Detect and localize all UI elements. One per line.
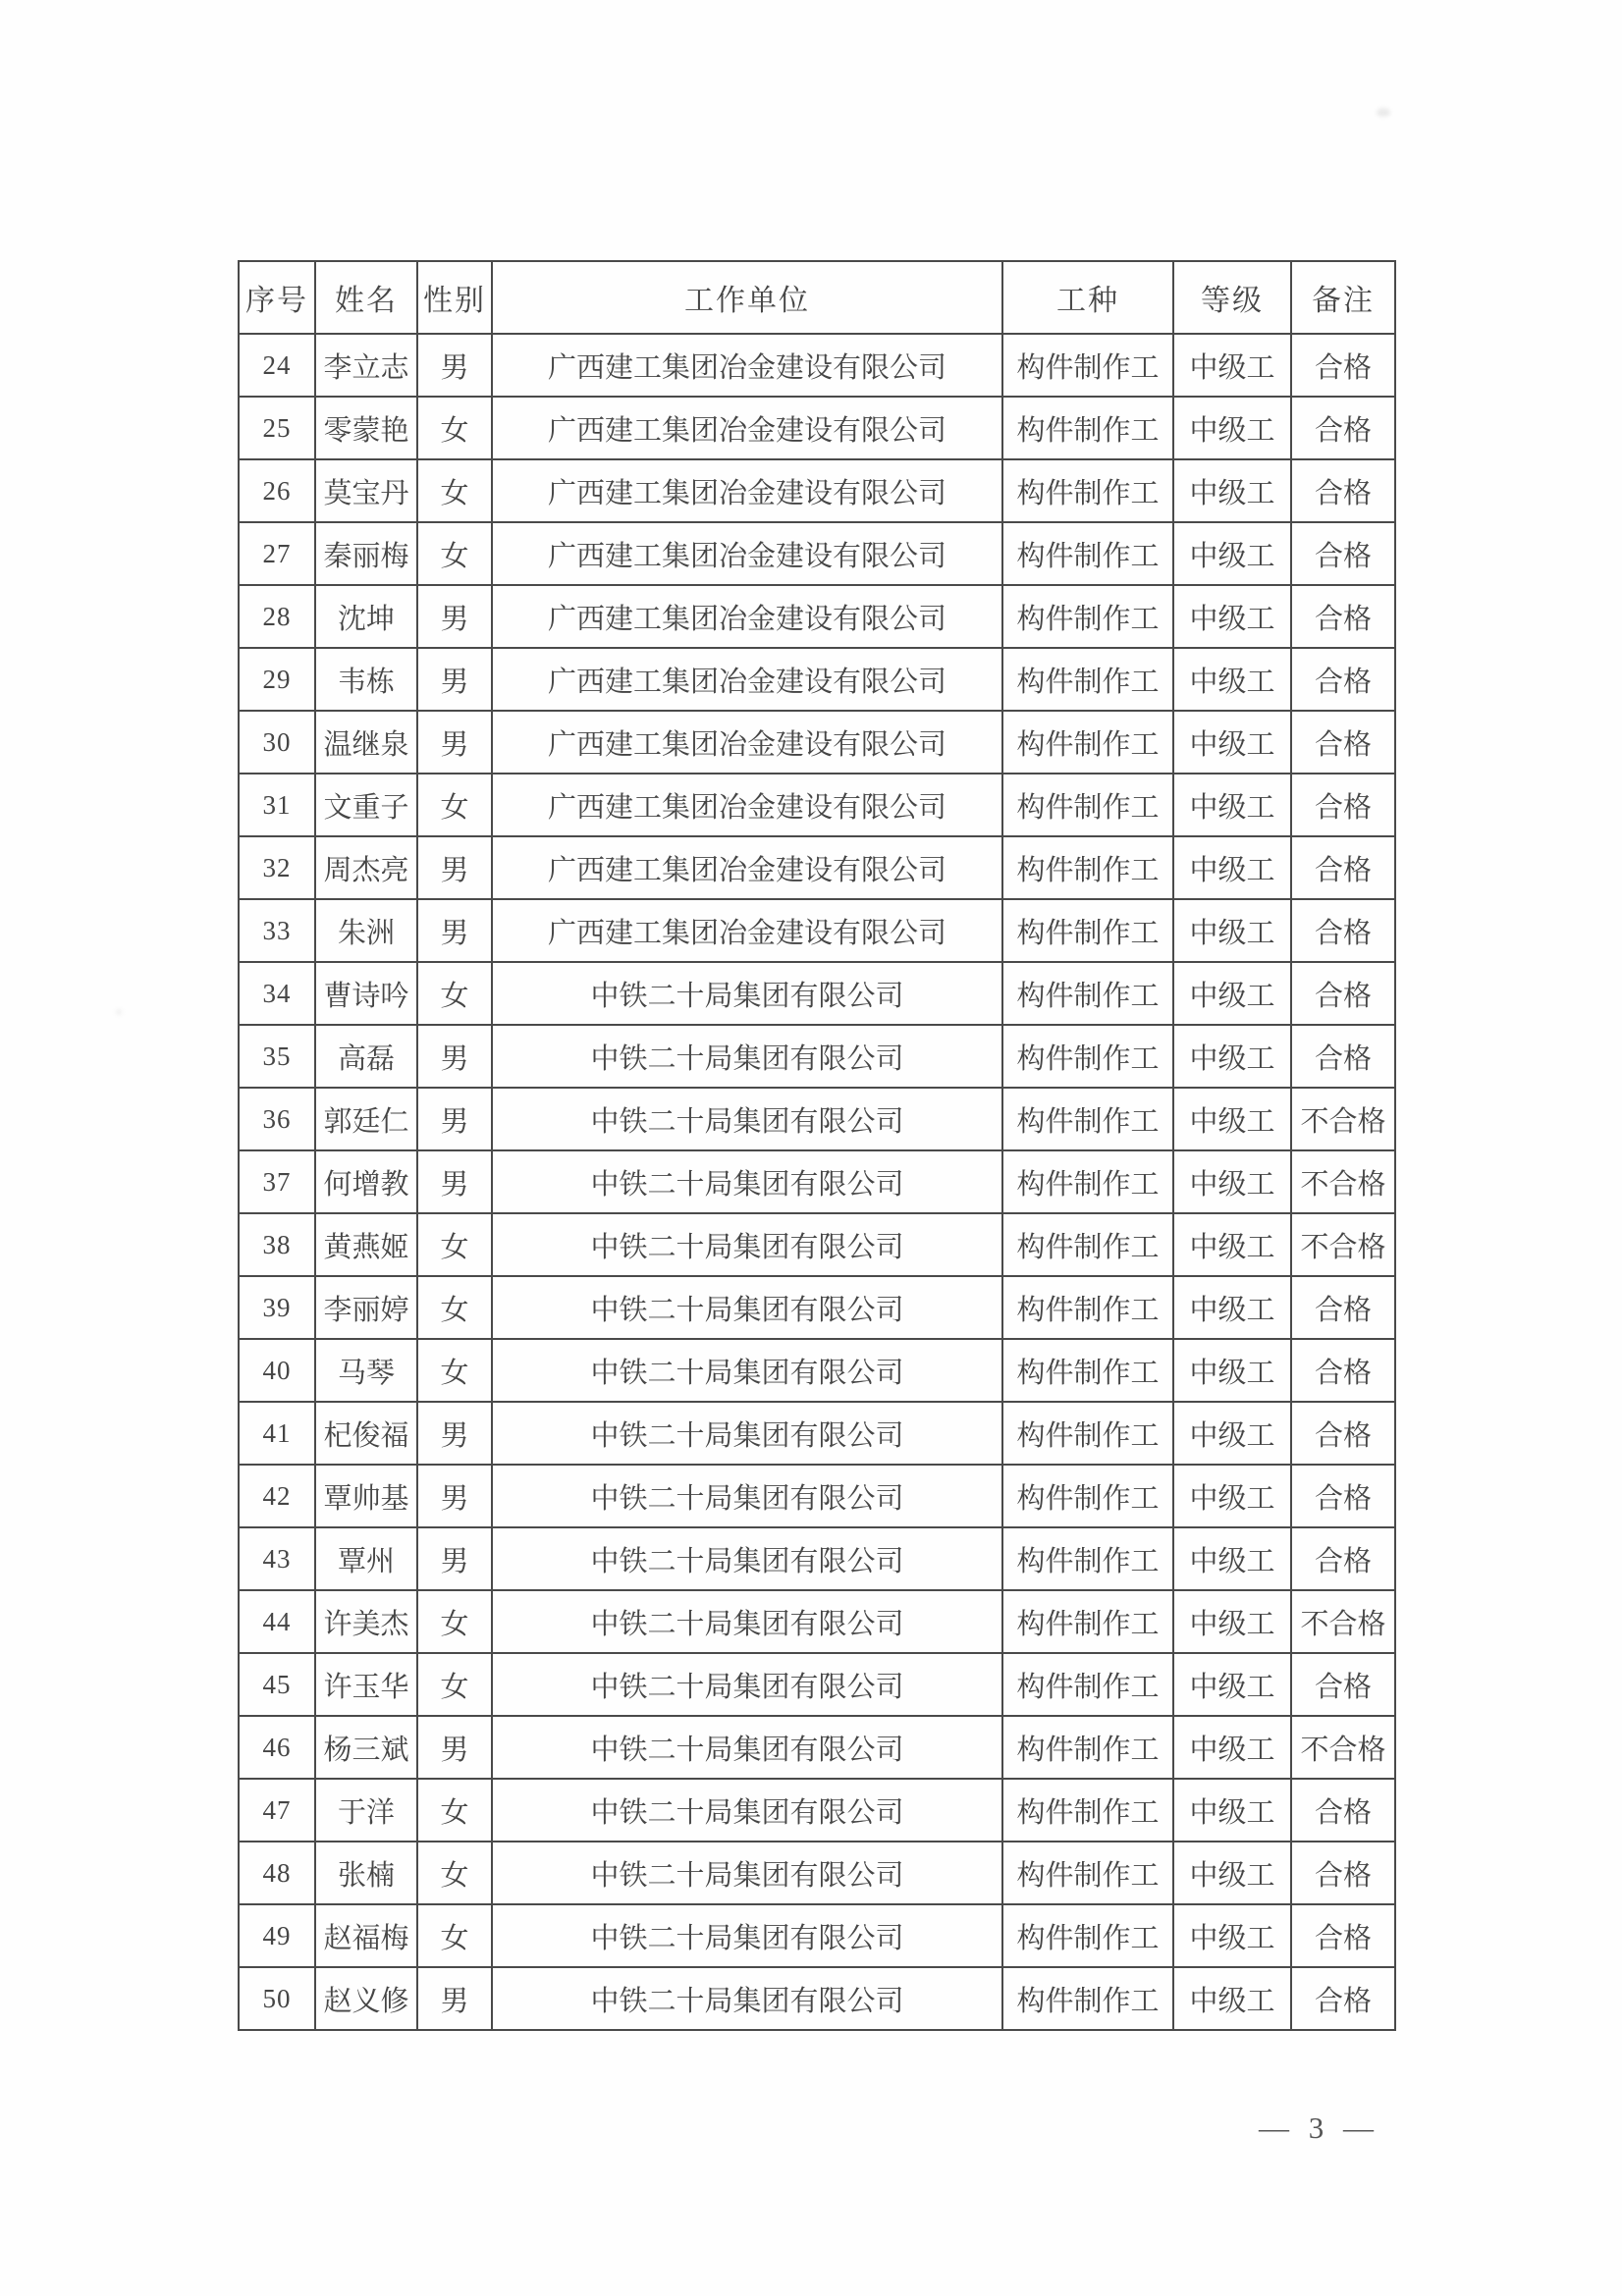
cell-job_type: 构件制作工 [1002, 459, 1173, 522]
cell-remark: 合格 [1291, 1402, 1395, 1465]
cell-gender: 女 [417, 1590, 492, 1653]
cell-index: 27 [239, 522, 315, 585]
cell-work_unit: 中铁二十局集团有限公司 [492, 1716, 1002, 1779]
cell-index: 33 [239, 899, 315, 962]
cell-work_unit: 广西建工集团冶金建设有限公司 [492, 397, 1002, 459]
cell-remark: 合格 [1291, 1527, 1395, 1590]
cell-index: 50 [239, 1967, 315, 2030]
cell-work_unit: 中铁二十局集团有限公司 [492, 1904, 1002, 1967]
scan-artifact [116, 1009, 122, 1015]
cell-work_unit: 中铁二十局集团有限公司 [492, 1590, 1002, 1653]
cell-grade: 中级工 [1173, 1213, 1291, 1276]
table-header-row [239, 261, 1395, 334]
cell-index: 43 [239, 1527, 315, 1590]
cell-job_type: 构件制作工 [1002, 1276, 1173, 1339]
cell-gender: 男 [417, 1088, 492, 1150]
cell-grade: 中级工 [1173, 334, 1291, 397]
cell-remark: 合格 [1291, 1465, 1395, 1527]
cell-gender: 女 [417, 1276, 492, 1339]
cell-job_type: 构件制作工 [1002, 1716, 1173, 1779]
cell-grade: 中级工 [1173, 1842, 1291, 1904]
cell-work_unit: 中铁二十局集团有限公司 [492, 1465, 1002, 1527]
cell-grade: 中级工 [1173, 962, 1291, 1025]
cell-name: 莫宝丹 [315, 459, 417, 522]
cell-job_type: 构件制作工 [1002, 334, 1173, 397]
cell-gender: 女 [417, 1904, 492, 1967]
cell-job_type: 构件制作工 [1002, 1402, 1173, 1465]
cell-index: 39 [239, 1276, 315, 1339]
cell-remark: 合格 [1291, 334, 1395, 397]
cell-grade: 中级工 [1173, 1653, 1291, 1716]
cell-job_type: 构件制作工 [1002, 711, 1173, 774]
cell-index: 41 [239, 1402, 315, 1465]
cell-grade: 中级工 [1173, 1716, 1291, 1779]
cell-gender: 女 [417, 774, 492, 836]
cell-remark: 合格 [1291, 1842, 1395, 1904]
cell-gender: 男 [417, 1150, 492, 1213]
cell-job_type: 构件制作工 [1002, 1590, 1173, 1653]
cell-index: 40 [239, 1339, 315, 1402]
header-name: 姓名 [315, 261, 417, 334]
cell-job_type: 构件制作工 [1002, 585, 1173, 648]
header-grade: 等级 [1173, 261, 1291, 334]
cell-grade: 中级工 [1173, 648, 1291, 711]
cell-index: 30 [239, 711, 315, 774]
cell-job_type: 构件制作工 [1002, 397, 1173, 459]
cell-remark: 不合格 [1291, 1150, 1395, 1213]
header-gender: 性别 [417, 261, 492, 334]
cell-grade: 中级工 [1173, 1967, 1291, 2030]
cell-grade: 中级工 [1173, 836, 1291, 899]
cell-name: 覃帅基 [315, 1465, 417, 1527]
cell-job_type: 构件制作工 [1002, 1465, 1173, 1527]
cell-job_type: 构件制作工 [1002, 962, 1173, 1025]
cell-job_type: 构件制作工 [1002, 1842, 1173, 1904]
cell-index: 31 [239, 774, 315, 836]
cell-name: 秦丽梅 [315, 522, 417, 585]
cell-gender: 男 [417, 585, 492, 648]
table-row [239, 1527, 1395, 1590]
cell-index: 44 [239, 1590, 315, 1653]
table-row [239, 522, 1395, 585]
cell-gender: 男 [417, 836, 492, 899]
cell-name: 李丽婷 [315, 1276, 417, 1339]
cell-remark: 合格 [1291, 962, 1395, 1025]
roster-table [238, 260, 1396, 2031]
cell-grade: 中级工 [1173, 1465, 1291, 1527]
cell-name: 周杰亮 [315, 836, 417, 899]
cell-job_type: 构件制作工 [1002, 648, 1173, 711]
cell-index: 49 [239, 1904, 315, 1967]
cell-remark: 合格 [1291, 397, 1395, 459]
cell-name: 黄燕姬 [315, 1213, 417, 1276]
cell-remark: 合格 [1291, 774, 1395, 836]
cell-work_unit: 中铁二十局集团有限公司 [492, 1842, 1002, 1904]
cell-work_unit: 广西建工集团冶金建设有限公司 [492, 522, 1002, 585]
table-row [239, 711, 1395, 774]
cell-work_unit: 广西建工集团冶金建设有限公司 [492, 648, 1002, 711]
table-row [239, 1213, 1395, 1276]
cell-name: 覃州 [315, 1527, 417, 1590]
table-row [239, 1025, 1395, 1088]
cell-job_type: 构件制作工 [1002, 1150, 1173, 1213]
cell-remark: 合格 [1291, 899, 1395, 962]
cell-name: 赵福梅 [315, 1904, 417, 1967]
table-row [239, 899, 1395, 962]
cell-gender: 女 [417, 1339, 492, 1402]
table-row [239, 585, 1395, 648]
cell-job_type: 构件制作工 [1002, 1339, 1173, 1402]
cell-name: 许美杰 [315, 1590, 417, 1653]
cell-grade: 中级工 [1173, 899, 1291, 962]
table-row [239, 1276, 1395, 1339]
cell-grade: 中级工 [1173, 1276, 1291, 1339]
cell-work_unit: 中铁二十局集团有限公司 [492, 1339, 1002, 1402]
cell-job_type: 构件制作工 [1002, 1025, 1173, 1088]
cell-work_unit: 中铁二十局集团有限公司 [492, 1967, 1002, 2030]
cell-remark: 合格 [1291, 585, 1395, 648]
cell-grade: 中级工 [1173, 397, 1291, 459]
cell-work_unit: 广西建工集团冶金建设有限公司 [492, 899, 1002, 962]
cell-work_unit: 中铁二十局集团有限公司 [492, 1150, 1002, 1213]
cell-name: 文重子 [315, 774, 417, 836]
cell-grade: 中级工 [1173, 459, 1291, 522]
cell-remark: 不合格 [1291, 1590, 1395, 1653]
cell-work_unit: 中铁二十局集团有限公司 [492, 1779, 1002, 1842]
cell-name: 于洋 [315, 1779, 417, 1842]
cell-index: 37 [239, 1150, 315, 1213]
cell-name: 温继泉 [315, 711, 417, 774]
cell-gender: 男 [417, 899, 492, 962]
cell-work_unit: 广西建工集团冶金建设有限公司 [492, 774, 1002, 836]
cell-gender: 男 [417, 711, 492, 774]
cell-name: 许玉华 [315, 1653, 417, 1716]
cell-grade: 中级工 [1173, 1779, 1291, 1842]
cell-name: 朱洲 [315, 899, 417, 962]
cell-job_type: 构件制作工 [1002, 1527, 1173, 1590]
table-body [239, 334, 1395, 2030]
table-row [239, 962, 1395, 1025]
cell-grade: 中级工 [1173, 585, 1291, 648]
cell-name: 零蒙艳 [315, 397, 417, 459]
cell-remark: 合格 [1291, 1967, 1395, 2030]
cell-job_type: 构件制作工 [1002, 1213, 1173, 1276]
cell-work_unit: 广西建工集团冶金建设有限公司 [492, 459, 1002, 522]
table-row [239, 1465, 1395, 1527]
cell-gender: 女 [417, 1779, 492, 1842]
cell-grade: 中级工 [1173, 1025, 1291, 1088]
table-row [239, 1653, 1395, 1716]
cell-name: 李立志 [315, 334, 417, 397]
cell-index: 32 [239, 836, 315, 899]
cell-name: 沈坤 [315, 585, 417, 648]
header-remark: 备注 [1291, 261, 1395, 334]
table-row [239, 1904, 1395, 1967]
cell-gender: 男 [417, 1402, 492, 1465]
page-number: — 3 — [1259, 2110, 1379, 2145]
cell-grade: 中级工 [1173, 522, 1291, 585]
table-row [239, 1967, 1395, 2030]
cell-remark: 不合格 [1291, 1716, 1395, 1779]
cell-gender: 女 [417, 1213, 492, 1276]
table-row [239, 836, 1395, 899]
cell-name: 杞俊福 [315, 1402, 417, 1465]
cell-grade: 中级工 [1173, 1590, 1291, 1653]
cell-gender: 女 [417, 962, 492, 1025]
cell-name: 曹诗吟 [315, 962, 417, 1025]
cell-remark: 不合格 [1291, 1213, 1395, 1276]
cell-job_type: 构件制作工 [1002, 1088, 1173, 1150]
cell-gender: 男 [417, 1465, 492, 1527]
cell-index: 42 [239, 1465, 315, 1527]
cell-index: 24 [239, 334, 315, 397]
cell-job_type: 构件制作工 [1002, 899, 1173, 962]
cell-job_type: 构件制作工 [1002, 774, 1173, 836]
cell-gender: 男 [417, 1967, 492, 2030]
cell-work_unit: 中铁二十局集团有限公司 [492, 1653, 1002, 1716]
cell-index: 46 [239, 1716, 315, 1779]
cell-work_unit: 中铁二十局集团有限公司 [492, 962, 1002, 1025]
cell-gender: 男 [417, 1025, 492, 1088]
cell-index: 25 [239, 397, 315, 459]
header-work-unit: 工作单位 [492, 261, 1002, 334]
cell-index: 29 [239, 648, 315, 711]
cell-index: 38 [239, 1213, 315, 1276]
cell-grade: 中级工 [1173, 1527, 1291, 1590]
cell-index: 48 [239, 1842, 315, 1904]
cell-gender: 女 [417, 1653, 492, 1716]
cell-index: 36 [239, 1088, 315, 1150]
cell-job_type: 构件制作工 [1002, 1653, 1173, 1716]
cell-gender: 男 [417, 1527, 492, 1590]
cell-name: 韦栋 [315, 648, 417, 711]
table-row [239, 334, 1395, 397]
cell-grade: 中级工 [1173, 1402, 1291, 1465]
cell-remark: 合格 [1291, 836, 1395, 899]
cell-work_unit: 中铁二十局集团有限公司 [492, 1527, 1002, 1590]
cell-work_unit: 中铁二十局集团有限公司 [492, 1402, 1002, 1465]
cell-index: 45 [239, 1653, 315, 1716]
cell-grade: 中级工 [1173, 1339, 1291, 1402]
cell-index: 26 [239, 459, 315, 522]
cell-gender: 女 [417, 459, 492, 522]
cell-gender: 女 [417, 1842, 492, 1904]
table-row [239, 1716, 1395, 1779]
table-row [239, 1088, 1395, 1150]
cell-job_type: 构件制作工 [1002, 1779, 1173, 1842]
table-row [239, 459, 1395, 522]
cell-remark: 合格 [1291, 1339, 1395, 1402]
cell-job_type: 构件制作工 [1002, 1967, 1173, 2030]
cell-work_unit: 中铁二十局集团有限公司 [492, 1025, 1002, 1088]
cell-name: 高磊 [315, 1025, 417, 1088]
cell-gender: 男 [417, 1716, 492, 1779]
table-row [239, 648, 1395, 711]
cell-job_type: 构件制作工 [1002, 836, 1173, 899]
cell-name: 赵义修 [315, 1967, 417, 2030]
cell-gender: 女 [417, 397, 492, 459]
cell-grade: 中级工 [1173, 1904, 1291, 1967]
cell-remark: 合格 [1291, 522, 1395, 585]
cell-job_type: 构件制作工 [1002, 522, 1173, 585]
header-index: 序号 [239, 261, 315, 334]
cell-work_unit: 广西建工集团冶金建设有限公司 [492, 836, 1002, 899]
cell-remark: 合格 [1291, 1276, 1395, 1339]
cell-gender: 男 [417, 648, 492, 711]
cell-remark: 合格 [1291, 459, 1395, 522]
table-row [239, 774, 1395, 836]
cell-name: 张楠 [315, 1842, 417, 1904]
cell-remark: 合格 [1291, 1779, 1395, 1842]
cell-job_type: 构件制作工 [1002, 1904, 1173, 1967]
cell-gender: 女 [417, 522, 492, 585]
cell-gender: 男 [417, 334, 492, 397]
cell-remark: 合格 [1291, 1653, 1395, 1716]
cell-name: 杨三斌 [315, 1716, 417, 1779]
cell-work_unit: 广西建工集团冶金建设有限公司 [492, 711, 1002, 774]
cell-work_unit: 中铁二十局集团有限公司 [492, 1088, 1002, 1150]
cell-remark: 合格 [1291, 1025, 1395, 1088]
cell-index: 28 [239, 585, 315, 648]
table-row [239, 1150, 1395, 1213]
table-row [239, 1402, 1395, 1465]
table-row [239, 397, 1395, 459]
cell-work_unit: 中铁二十局集团有限公司 [492, 1213, 1002, 1276]
cell-work_unit: 中铁二十局集团有限公司 [492, 1276, 1002, 1339]
cell-grade: 中级工 [1173, 711, 1291, 774]
cell-grade: 中级工 [1173, 774, 1291, 836]
cell-name: 马琴 [315, 1339, 417, 1402]
table-row [239, 1339, 1395, 1402]
scan-artifact [1377, 108, 1390, 117]
table-row [239, 1590, 1395, 1653]
cell-index: 34 [239, 962, 315, 1025]
cell-name: 何增教 [315, 1150, 417, 1213]
cell-index: 47 [239, 1779, 315, 1842]
cell-remark: 合格 [1291, 1904, 1395, 1967]
cell-index: 35 [239, 1025, 315, 1088]
cell-grade: 中级工 [1173, 1150, 1291, 1213]
cell-remark: 合格 [1291, 648, 1395, 711]
cell-name: 郭廷仁 [315, 1088, 417, 1150]
cell-remark: 不合格 [1291, 1088, 1395, 1150]
cell-grade: 中级工 [1173, 1088, 1291, 1150]
cell-remark: 合格 [1291, 711, 1395, 774]
cell-work_unit: 广西建工集团冶金建设有限公司 [492, 585, 1002, 648]
table-row [239, 1779, 1395, 1842]
table-row [239, 1842, 1395, 1904]
cell-work_unit: 广西建工集团冶金建设有限公司 [492, 334, 1002, 397]
header-job-type: 工种 [1002, 261, 1173, 334]
